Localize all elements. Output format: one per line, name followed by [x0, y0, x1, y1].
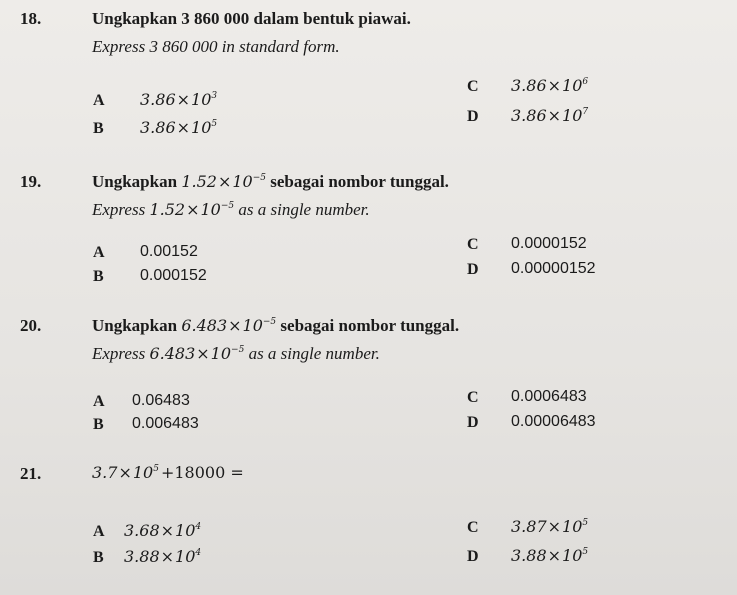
q20-option-d-letter: D	[467, 414, 479, 431]
q18-option-d-value: $3.86\times 10^7$	[511, 106, 589, 125]
q21-option-a-letter: A	[93, 523, 105, 540]
q19-option-a-value: 0.00152	[140, 243, 198, 260]
q19-option-c-value: 0.0000152	[511, 235, 587, 252]
q18-option-c-letter: C	[467, 78, 479, 95]
q21-option-d-letter: D	[467, 548, 479, 565]
q20-number: 20.	[20, 316, 42, 335]
q19-text-english: Express $1.52\times 10^{-5}$ as a single number.	[92, 200, 370, 219]
q21-option-b-value: $3.88\times 10^4$	[124, 547, 202, 566]
q20-option-b-value: 0.006483	[132, 415, 199, 432]
q18-option-a-value: $3.86\times 10^3$	[140, 90, 218, 109]
q20-option-c-value: 0.0006483	[511, 388, 587, 405]
q20-option-d-value: 0.00006483	[511, 413, 596, 430]
q18-text-malay: Ungkapkan 3 860 000 dalam bentuk piawai.	[92, 9, 411, 28]
q21-expression: $3.7\times 10^5 +18000$ =	[92, 463, 244, 482]
q21-option-c-letter: C	[467, 519, 479, 536]
q20-text-malay: Ungkapkan $6.483\times 10^{-5}$ sebagai nombor tunggal.	[92, 316, 460, 335]
q19-expression: $1.52\times 10^{-5}$	[181, 172, 266, 191]
q18-number: 18.	[20, 9, 42, 28]
q18-option-d-letter: D	[467, 108, 479, 125]
q20-text-english: Express $6.483\times 10^{-5}$ as a single number.	[92, 344, 380, 363]
q19-option-b-value: 0.000152	[140, 267, 207, 284]
q19-option-d-letter: D	[467, 261, 479, 278]
q20-option-a-text: 0.06483	[132, 392, 190, 409]
q18-option-a-letter: A	[93, 92, 105, 109]
q19-number: 19.	[20, 172, 42, 191]
q19-option-b-letter: B	[93, 268, 104, 285]
q18-option-b-value: $3.86\times 10^5$	[140, 118, 218, 137]
q19-option-d-value: 0.00000152	[511, 260, 596, 277]
q20-option-b-letter: B	[93, 416, 104, 433]
q20-expression: $6.483\times 10^{-5}$	[181, 316, 277, 335]
q18-option-c-value: $3.86\times 10^6$	[511, 76, 589, 95]
q21-option-a-value: $3.68\times 10^4$	[124, 521, 202, 540]
q19-option-a-letter: A	[93, 244, 105, 261]
q20-option-c-letter: C	[467, 389, 479, 406]
q19-option-c-letter: C	[467, 236, 479, 253]
q18-option-b-letter: B	[93, 120, 104, 137]
q21-option-d-value: $3.88\times 10^5$	[511, 546, 589, 565]
q21-option-c-value: $3.87\times 10^5$	[511, 517, 589, 536]
q21-number: 21.	[20, 464, 42, 483]
q20-option-a-letter: A	[93, 393, 105, 410]
q21-option-b-letter: B	[93, 549, 104, 566]
q19-text-malay: Ungkapkan $1.52\times 10^{-5}$ sebagai nombor tunggal.	[92, 172, 449, 191]
q18-text-english: Express 3 860 000 in standard form.	[92, 37, 340, 56]
